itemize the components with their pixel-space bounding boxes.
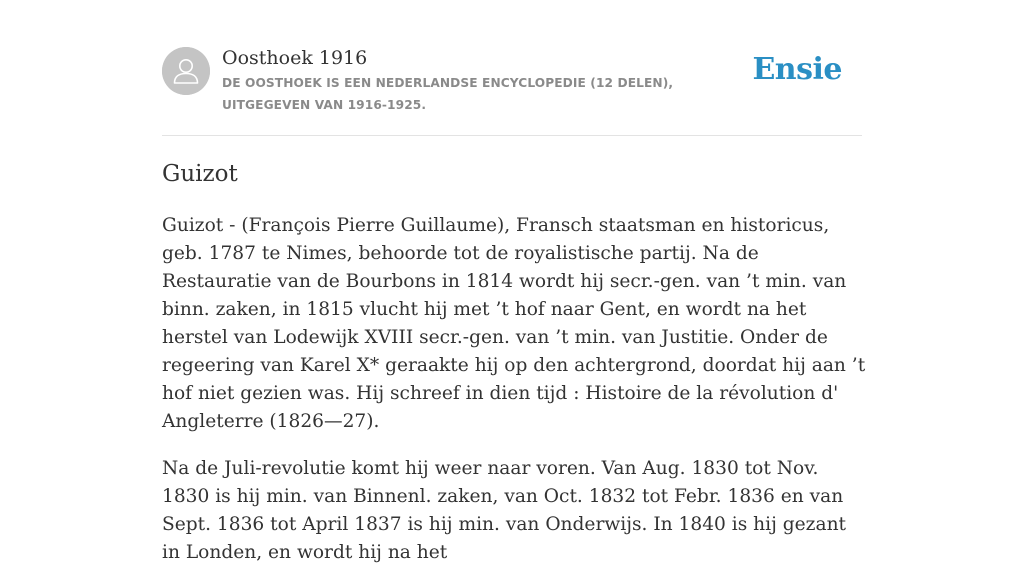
brand-logo[interactable]: Ensie <box>752 52 842 87</box>
article-title: Guizot <box>162 161 238 187</box>
source-title[interactable]: Oosthoek 1916 <box>222 47 368 69</box>
content-container <box>162 0 866 563</box>
user-avatar-icon[interactable] <box>162 47 210 95</box>
source-header <box>162 0 862 136</box>
article-paragraph: Na de Juli-revolutie komt hij weer naar voren. Van Aug. 1830 tot Nov. 1830 is hij min. van Binnenl. zaken, van Oct. 1832 tot Febr. 1836 en van Sept. 1836 tot April 1837 is hij min. van Onderwijs. In 1840 is hij gezant in Londen, en wordt hij na het <box>162 458 847 563</box>
article-body <box>162 212 867 586</box>
article-paragraph: Guizot - (François Pierre Guillaume), Fransch staatsman en historicus, geb. 1787 te Nimes, behoorde tot de royalistische partij. Na de Restauratie van de Bourbons in 1814 wordt hij secr.-gen. van ’t min. van binn. zaken, in 1815 vlucht hij met ’t hof naar Gent, en wordt na het herstel van Lodewijk XVIII secr.-gen. van ’t min. van Justitie. Onder de regeering van Karel X* geraakte hij op den achtergrond, doordat hij aan ’t hof niet gezien was. Hij schreef in dien tijd : Histoire de la révolution d' Angleterre (1826—27). <box>162 215 866 432</box>
source-description: DE OOSTHOEK IS EEN NEDERLANDSE ENCYCLOPEDIE (12 DELEN), UITGEGEVEN VAN 1916-1925. <box>222 76 674 112</box>
